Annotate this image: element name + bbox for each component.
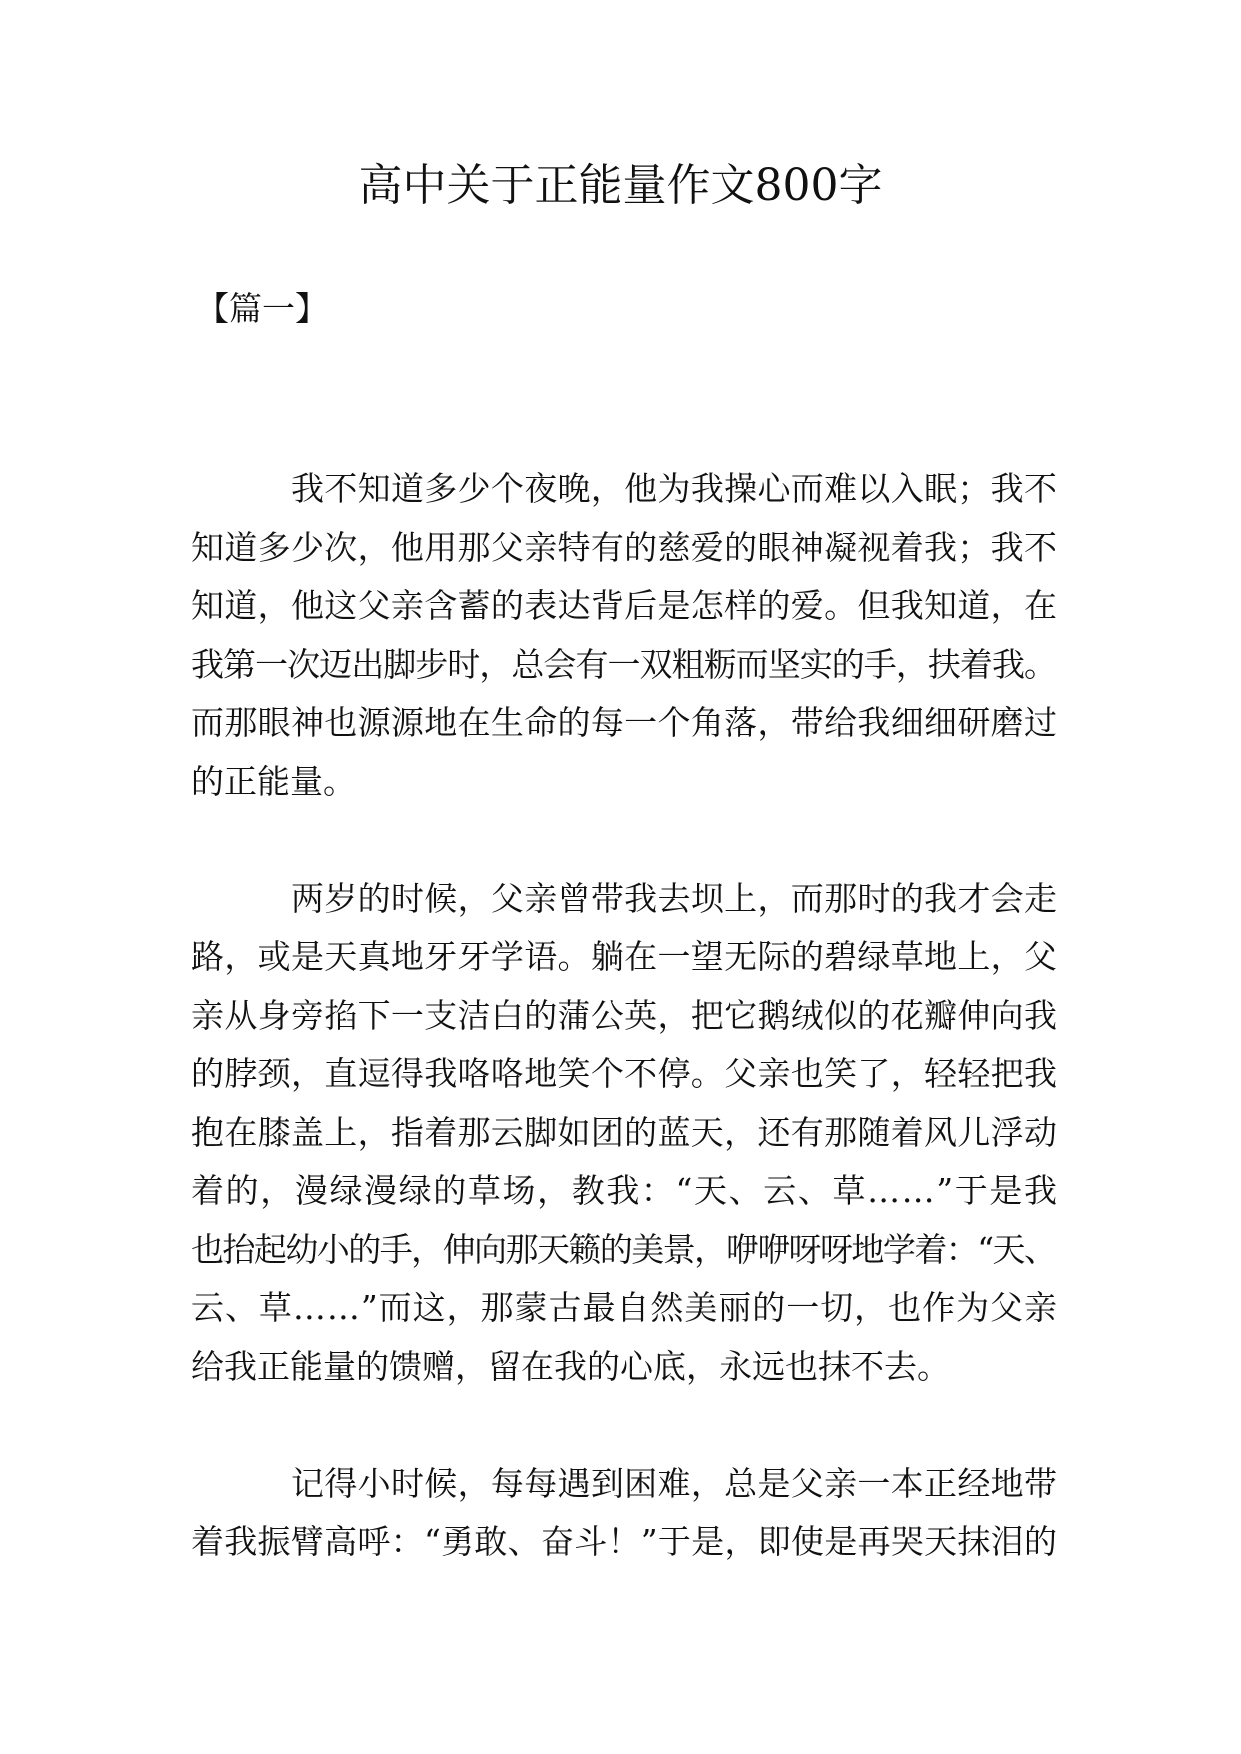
paragraph bbox=[191, 460, 1057, 811]
text-line bbox=[191, 577, 1057, 636]
line-text: 云、草……”而这，那蒙古最自然美丽的一切，也作为父亲 bbox=[191, 1288, 1058, 1327]
line-text: 我第一次迈出脚步时，总会有一双粗粝而坚实的手，扶着我。 bbox=[191, 644, 1057, 684]
text-line bbox=[191, 1045, 1057, 1104]
line-text: 亲从身旁掐下一支洁白的蒲公英，把它鹅绒似的花瓣伸向我 bbox=[191, 995, 1058, 1035]
line-text: 着的，漫绿漫绿的草场，教我：“天、云、草……”于是我 bbox=[191, 1171, 1059, 1210]
text-line bbox=[191, 1338, 1057, 1397]
text-line bbox=[191, 987, 1057, 1046]
line-text: 两岁的时候，父亲曾带我去坝上，而那时的我才会走 bbox=[291, 878, 1058, 918]
document-title: 高中关于正能量作文800字 bbox=[358, 160, 883, 211]
line-text: 而那眼神也源源地在生命的每一个角落，带给我细细研磨过 bbox=[191, 703, 1058, 742]
line-text: 我不知道多少个夜晚，他为我操心而难以入眠；我不 bbox=[291, 469, 1058, 508]
text-line bbox=[191, 694, 1057, 753]
text-line bbox=[191, 519, 1057, 578]
paragraph bbox=[191, 1455, 1057, 1572]
text-line bbox=[191, 1162, 1057, 1221]
line-text: 的脖颈，直逗得我咯咯地笑个不停。父亲也笑了，轻轻把我 bbox=[191, 1054, 1058, 1093]
document-body bbox=[191, 460, 1057, 1630]
line-text: 给我正能量的馈赠，留在我的心底，永远也抹不去。 bbox=[191, 1346, 950, 1386]
text-line bbox=[191, 753, 1057, 812]
text-line bbox=[191, 1279, 1057, 1338]
line-text: 抱在膝盖上，指着那云脚如团的蓝天，还有那随着风儿浮动 bbox=[191, 1112, 1058, 1152]
line-text: 知道多少次，他用那父亲特有的慈爱的眼神凝视着我；我不 bbox=[191, 527, 1058, 567]
text-line bbox=[191, 460, 1057, 519]
line-text: 路，或是天真地牙牙学语。躺在一望无际的碧绿草地上，父 bbox=[191, 937, 1058, 976]
line-text: 知道，他这父亲含蓄的表达背后是怎样的爱。但我知道，在 bbox=[191, 586, 1058, 625]
text-line bbox=[191, 1221, 1057, 1280]
paragraph bbox=[191, 870, 1057, 1397]
text-line bbox=[191, 1455, 1057, 1514]
text-line bbox=[191, 870, 1057, 929]
text-line bbox=[191, 928, 1057, 987]
section-heading: 【篇一】 bbox=[196, 289, 328, 328]
line-text: 着我振臂高呼：“勇敢、奋斗！”于是，即使是再哭天抹泪的 bbox=[191, 1522, 1058, 1561]
text-line bbox=[191, 1104, 1057, 1163]
text-line bbox=[191, 1513, 1057, 1572]
line-text: 的正能量。 bbox=[191, 761, 356, 801]
line-text: 记得小时候，每每遇到困难，总是父亲一本正经地带 bbox=[291, 1463, 1058, 1503]
line-text: 也抬起幼小的手，伸向那天籁的美景，咿咿呀呀地学着：“天、 bbox=[191, 1229, 1056, 1269]
text-line bbox=[191, 636, 1057, 695]
